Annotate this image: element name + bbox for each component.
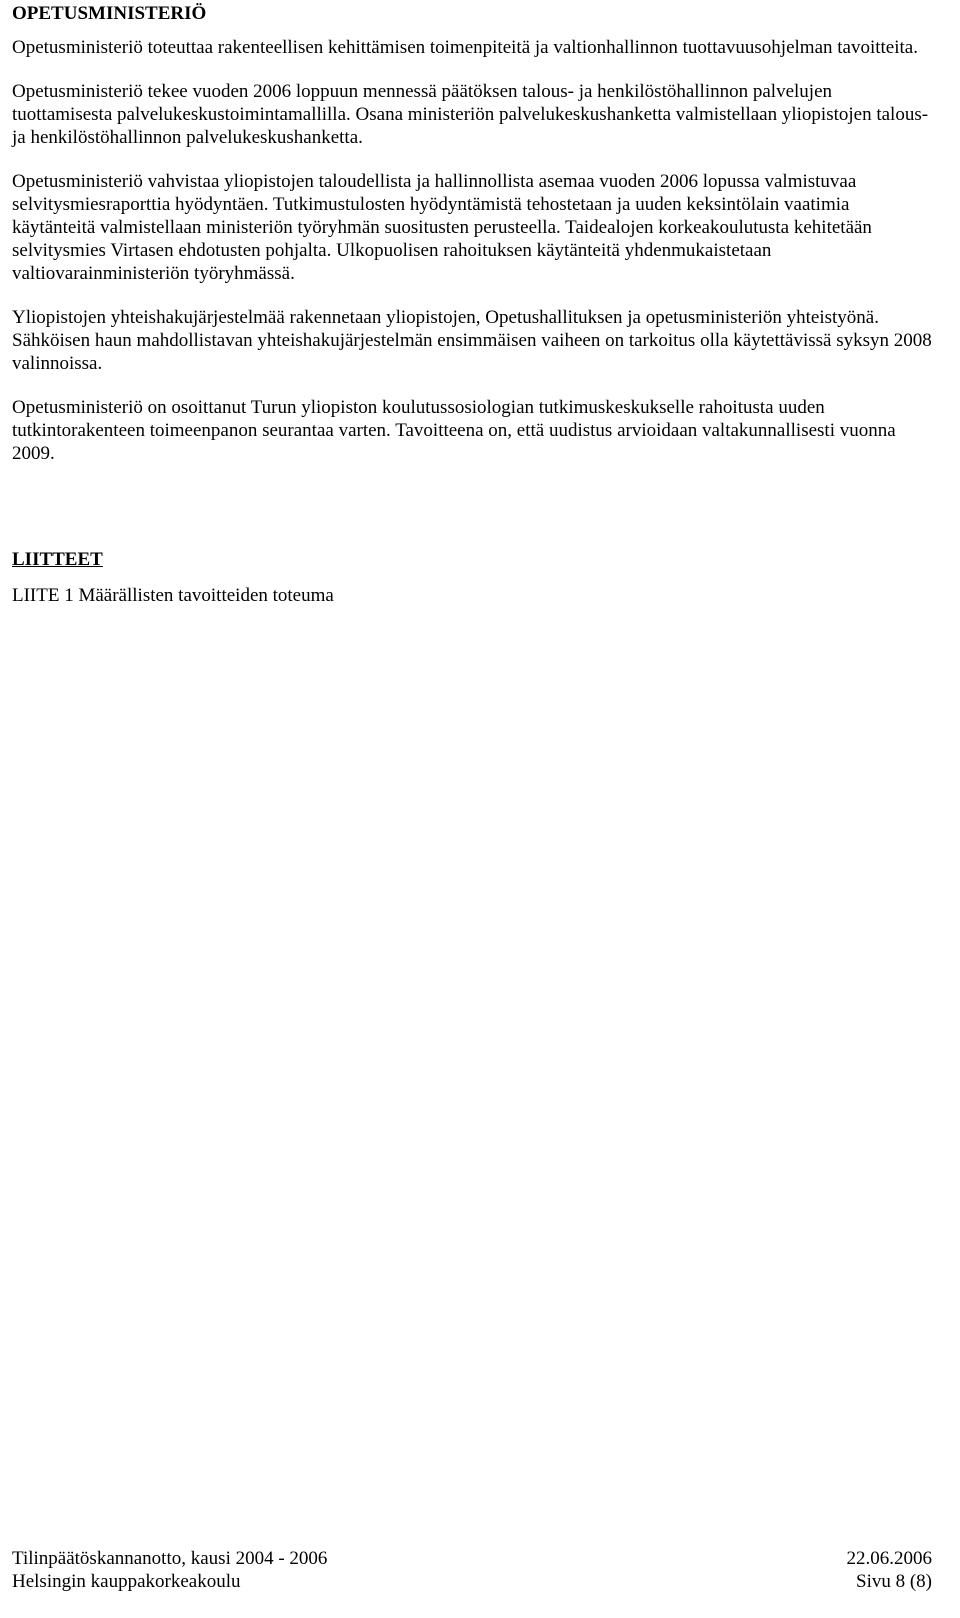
footer-page-number: Sivu 8 (8) bbox=[856, 1571, 932, 1592]
appendix-item-1: LIITE 1 Määrällisten tavoitteiden toteuma bbox=[12, 585, 334, 606]
document-page bbox=[12, 0, 932, 1592]
section-title: OPETUSMINISTERIÖ bbox=[12, 3, 207, 24]
footer-row-1 bbox=[12, 1547, 932, 1570]
footer-organization: Helsingin kauppakorkeakoulu bbox=[12, 1571, 241, 1592]
appendix-title: LIITTEET bbox=[12, 549, 103, 570]
footer-doc-title: Tilinpäätöskannanotto, kausi 2004 - 2006 bbox=[12, 1548, 328, 1569]
footer-date: 22.06.2006 bbox=[846, 1548, 932, 1569]
paragraph-5: Opetusministeriö on osoittanut Turun yliopiston koulutussosiologian tutkimuskeskukselle rahoitusta uuden tutkintorakenteen toimeenpanon seurantaa varten. Tavoitteena on, että uudistus arvioidaan valtakunnallisesti vuonna 2009. bbox=[12, 397, 896, 464]
paragraph-3: Opetusministeriö vahvistaa yliopistojen taloudellista ja hallinnollista asemaa vuoden 2006 lopussa valmistuvaa selvitysmiesraporttia hyödyntäen. Tutkimustulosten hyödyntämistä tehostetaan ja uuden keksintölain vaatimia käytänteitä valmistellaan ministeriön työryhmän suositusten perusteella. Taidealojen korkeakoulutusta kehitetään selvitysmies Virtasen ehdotusten pohjalta. Ulkopuolisen rahoituksen käytänteitä yhdenmukaistetaan valtiovarainministeriön työryhmässä. bbox=[12, 171, 872, 284]
paragraph-1: Opetusministeriö toteuttaa rakenteellisen kehittämisen toimenpiteitä ja valtionhallinnon tuottavuusohjelman tavoitteita. bbox=[12, 37, 918, 58]
paragraph-2: Opetusministeriö tekee vuoden 2006 loppuun mennessä päätöksen talous- ja henkilöstöhallinnon palvelujen tuottamisesta palvelukeskustoimintamallilla. Osana ministeriön palvelukeskushanketta valmistellaan yliopistojen talous- ja henkilöstöhallinnon palvelukeskushanketta. bbox=[12, 81, 929, 148]
footer-row-2 bbox=[12, 1570, 932, 1593]
paragraph-4: Yliopistojen yhteishakujärjestelmää rakennetaan yliopistojen, Opetushallituksen ja opetusministeriön yhteistyönä. Sähköisen haun mahdollistavan yhteishakujärjestelmän ensimmäisen vaiheen on tarkoitus olla käytettävissä syksyn 2008 valinnoissa. bbox=[12, 307, 932, 374]
page-footer bbox=[12, 1547, 932, 1593]
